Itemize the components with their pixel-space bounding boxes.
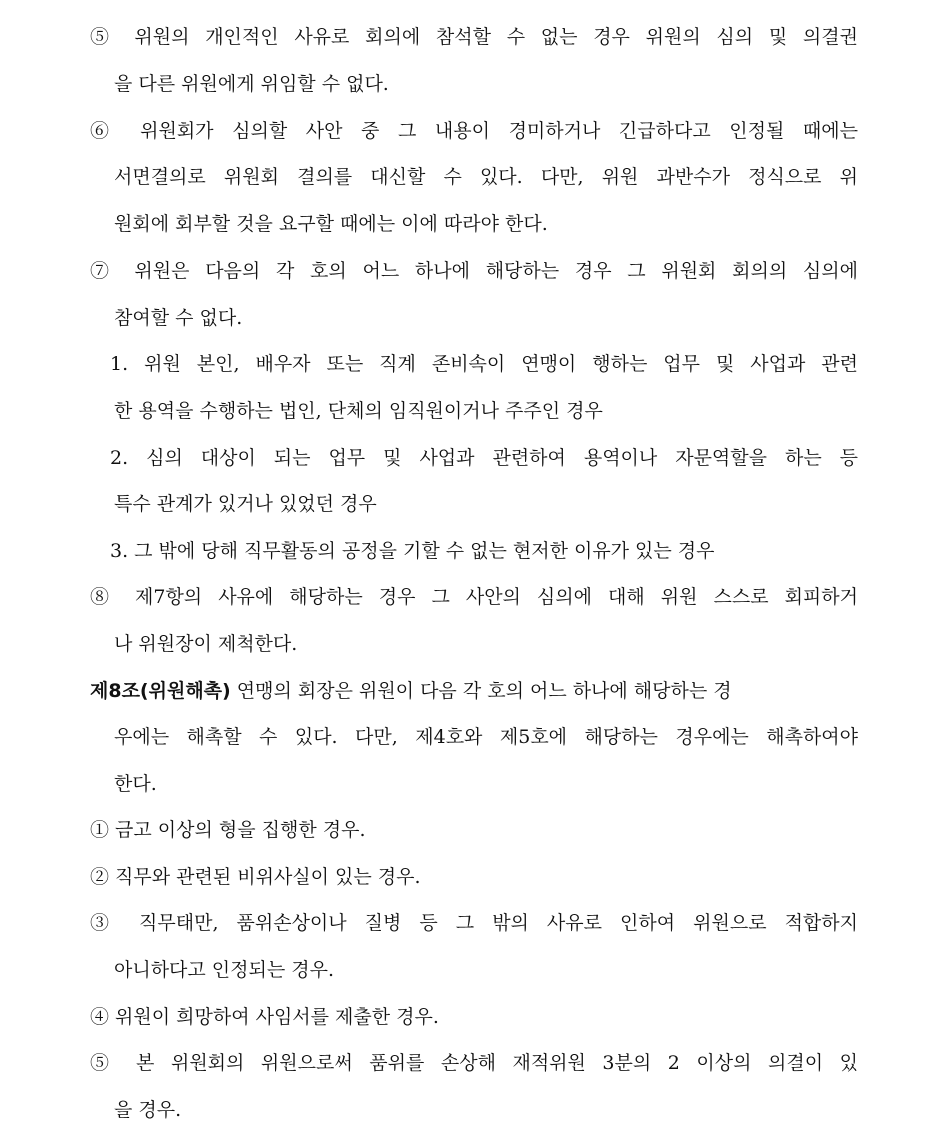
- paragraph-8-line-1: ⑧ 제7항의 사유에 해당하는 경우 그 사안의 심의에 대해 위원 스스로 회피하거: [90, 586, 858, 608]
- article-8-heading: 제8조(위원해촉): [90, 680, 231, 702]
- item-3-line-1: 3. 그 밖에 당해 직무활동의 공정을 기할 수 없는 현저한 이유가 있는 경우: [110, 540, 715, 562]
- article-8-item-4: ④ 위원이 희망하여 사임서를 제출한 경우.: [90, 1006, 439, 1028]
- paragraph-5-line-2: 을 다른 위원에게 위임할 수 없다.: [114, 73, 389, 95]
- paragraph-7-line-2: 참여할 수 없다.: [114, 307, 243, 329]
- item-1-line-1: 1. 위원 본인, 배우자 또는 직계 존비속이 연맹이 행하는 업무 및 사업과 관련: [110, 353, 858, 375]
- paragraph-6-line-3: 원회에 회부할 것을 요구할 때에는 이에 따라야 한다.: [114, 213, 548, 235]
- paragraph-6-line-2: 서면결의로 위원회 결의를 대신할 수 있다. 다만, 위원 과반수가 정식으로 위: [114, 166, 858, 188]
- article-8-intro-text: 연맹의 회장은 위원이 다음 각 호의 어느 하나에 해당하는 경: [236, 680, 732, 702]
- paragraph-8-line-2: 나 위원장이 제척한다.: [114, 633, 298, 655]
- article-8-intro-line-3: 한다.: [114, 773, 157, 795]
- article-8-item-1: ① 금고 이상의 형을 집행한 경우.: [90, 819, 366, 841]
- article-8-item-3-line-2: 아니하다고 인정되는 경우.: [114, 959, 335, 981]
- paragraph-6-line-1: ⑥ 위원회가 심의할 사안 중 그 내용이 경미하거나 긴급하다고 인정될 때에는: [90, 120, 858, 142]
- article-8-item-3-line-1: ③ 직무태만, 품위손상이나 질병 등 그 밖의 사유로 인하여 위원으로 적합하지: [90, 912, 858, 934]
- item-2-line-1: 2. 심의 대상이 되는 업무 및 사업과 관련하여 용역이나 자문역할을 하는 등: [110, 447, 858, 469]
- item-2-line-2: 특수 관계가 있거나 있었던 경우: [114, 493, 377, 515]
- item-1-line-2: 한 용역을 수행하는 법인, 단체의 임직원이거나 주주인 경우: [114, 400, 603, 422]
- paragraph-7-line-1: ⑦ 위원은 다음의 각 호의 어느 하나에 해당하는 경우 그 위원회 회의의 심의에: [90, 260, 858, 282]
- paragraph-5-line-1: ⑤ 위원의 개인적인 사유로 회의에 참석할 수 없는 경우 위원의 심의 및 의결권: [90, 26, 858, 48]
- article-8-item-2: ② 직무와 관련된 비위사실이 있는 경우.: [90, 866, 421, 888]
- article-8-item-5-line-1: ⑤ 본 위원회의 위원으로써 품위를 손상해 재적위원 3분의 2 이상의 의결이 있: [90, 1052, 858, 1074]
- article-8-item-5-line-2: 을 경우.: [114, 1099, 182, 1121]
- article-8-intro-line-2: 우에는 해촉할 수 있다. 다만, 제4호와 제5호에 해당하는 경우에는 해촉하여야: [114, 726, 858, 748]
- article-8-intro-line-1: [90, 678, 858, 704]
